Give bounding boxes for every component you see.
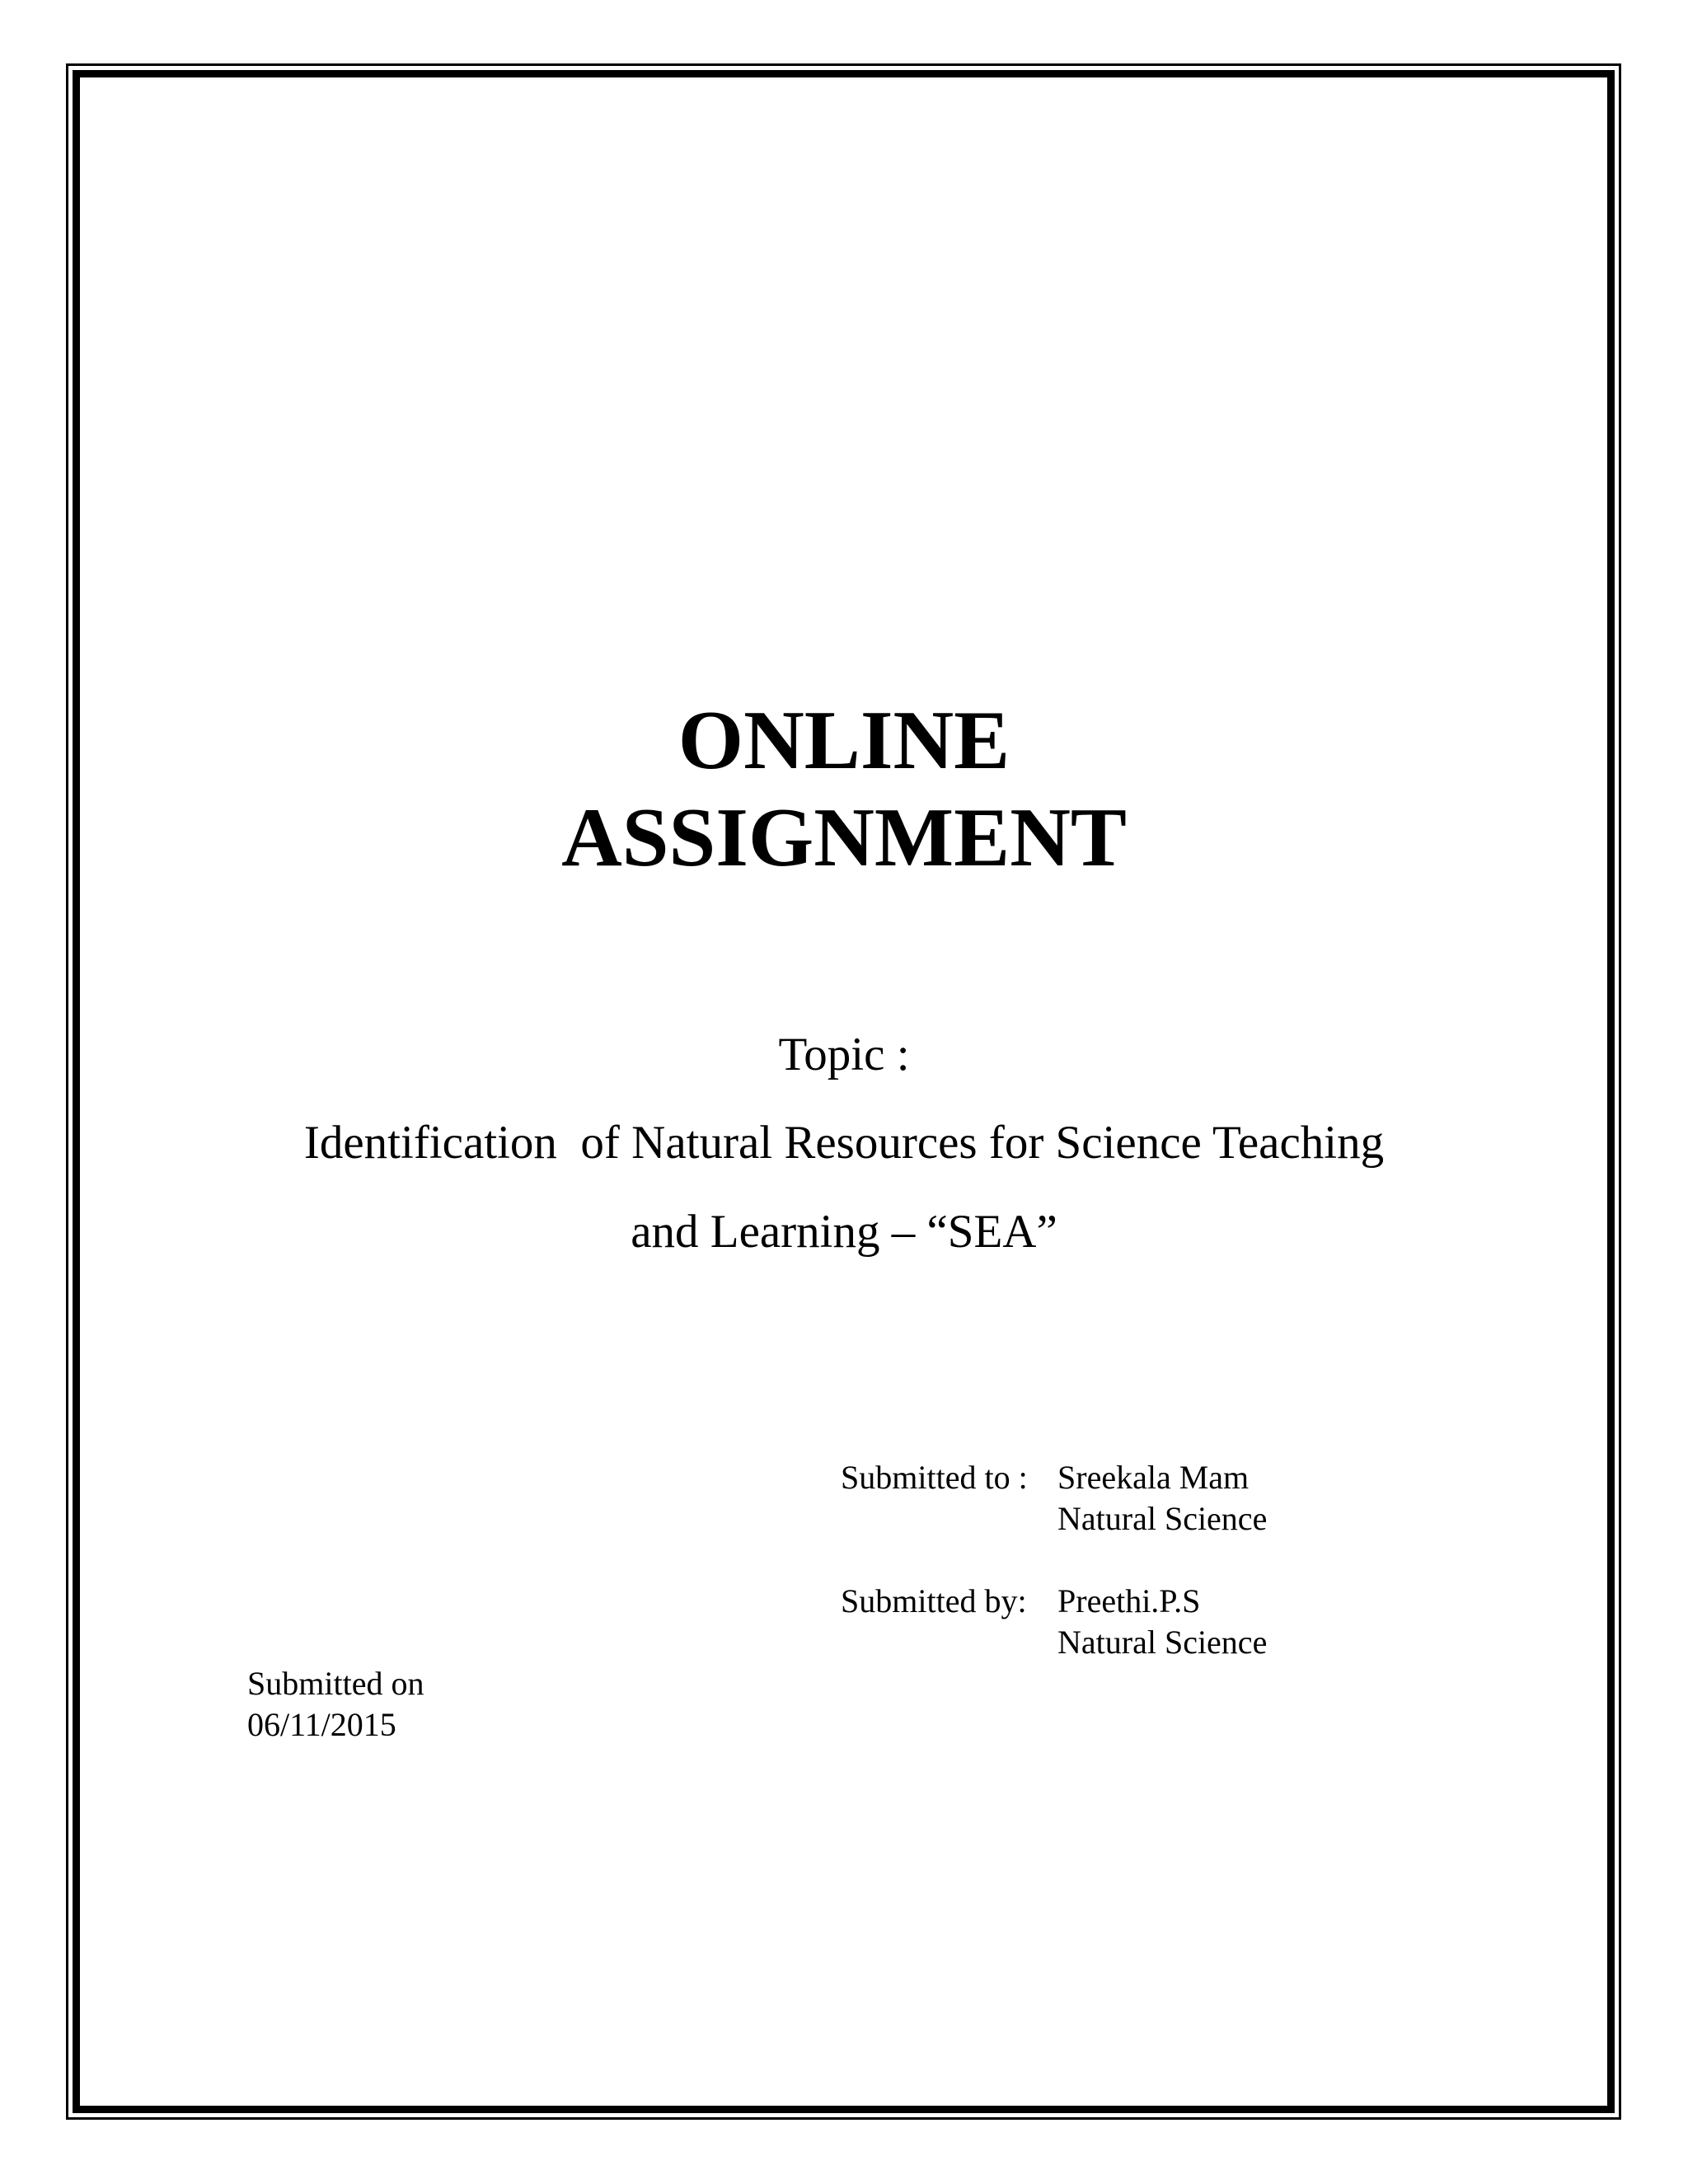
submitted-by-label: Submitted by: [841, 1582, 1027, 1619]
submitted-on-date: 06/11/2015 [247, 1706, 396, 1743]
topic-text-line-2: and Learning – “SEA” [631, 1206, 1057, 1258]
submitted-to-name: Sreekala Mam [1057, 1459, 1250, 1496]
page-border-inner [73, 70, 1615, 2113]
submitted-by-name: Preethi.P.S [1057, 1582, 1201, 1619]
submitted-to-department: Natural Science [1057, 1500, 1268, 1537]
submitted-by-department: Natural Science [1057, 1624, 1268, 1661]
topic-label: Topic : [778, 1029, 910, 1080]
submitted-to-label: Submitted to : [841, 1459, 1028, 1496]
title-line-1: ONLINE [678, 694, 1010, 787]
topic-text-line-1: Identification of Natural Resources for Science Teaching [303, 1117, 1385, 1169]
title-line-2: ASSIGNMENT [561, 791, 1127, 884]
submitted-on-label: Submitted on [247, 1665, 424, 1702]
